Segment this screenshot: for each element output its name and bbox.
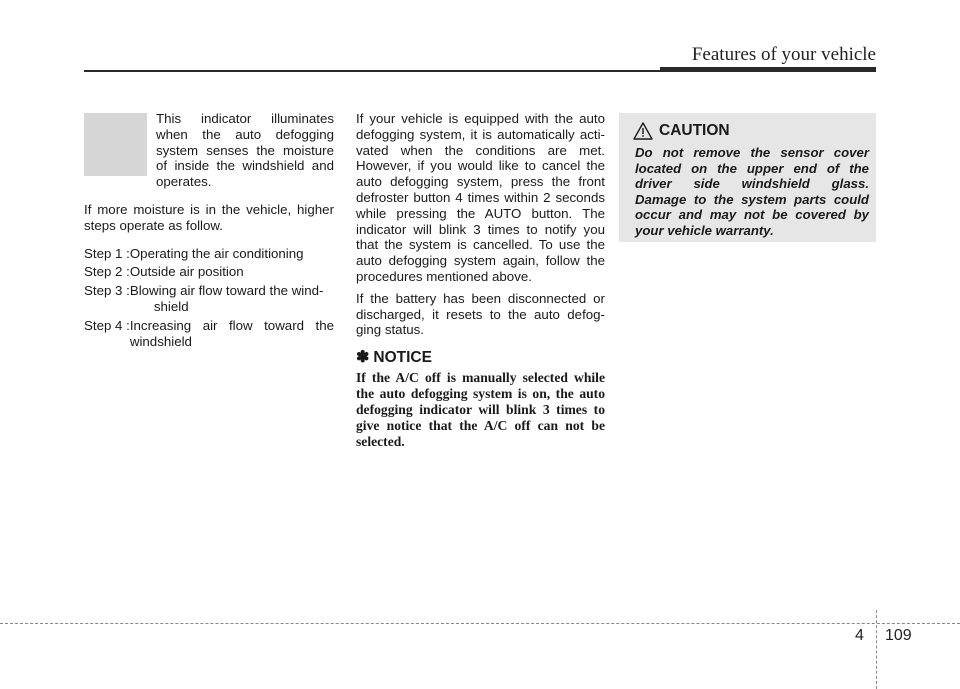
defog-indicator-image	[84, 113, 147, 176]
footer-divider	[876, 610, 877, 689]
step-label: Step 4 :	[84, 317, 130, 333]
step-text: Operating the air conditioning	[129, 245, 304, 261]
step-label: Step 1 :	[84, 245, 130, 261]
notice-title: NOTICE	[373, 349, 432, 367]
steps-intro: If more moisture is in the vehicle, higher steps operate as follow.	[84, 201, 334, 233]
step-text: Blowing air flow toward the wind- shield	[129, 283, 324, 314]
chapter-number: 4	[855, 627, 864, 644]
caution-box	[619, 113, 876, 242]
warning-triangle-icon	[633, 122, 653, 140]
step-item	[84, 246, 334, 262]
step-label: Step 3 :	[84, 283, 130, 299]
middle-column	[356, 111, 605, 456]
step-item	[84, 283, 334, 315]
auto-defog-paragraph: If your vehicle is equipped with the auto defogging system, it is automatically acti-vated when the conditions are met. However, if you would like to cancel the auto defogging system, press the front defroster button 4 times within 2 seconds while pressing the AUTO button. The indicator will blink 3 times to notify you that the system is cancelled. To use the auto defogging system again, follow the procedures mentioned above.	[356, 111, 605, 284]
indicator-description: This indicator illuminates when the auto defogging system senses the moisture of inside the windshield and operates.	[156, 111, 334, 190]
step-label: Step 2 :	[84, 264, 130, 280]
step-text: Outside air position	[129, 264, 244, 280]
page-header-title: Features of your vehicle	[691, 44, 876, 65]
caution-body: Do not remove the sensor cover located on the upper end of the driver side windshield glass. Damage to the system parts could occur and may not be covered by your vehicle warranty.	[635, 145, 869, 238]
notice-body: If the A/C off is manually selected while the auto defogging system is on, the auto defogging indicator will blink 3 times to give notice that the A/C off can not be selected.	[356, 369, 605, 449]
left-column	[84, 111, 334, 352]
step-item	[84, 318, 334, 350]
notice-heading	[356, 350, 605, 366]
step-text: Increasing air flow toward the windshield	[129, 317, 334, 349]
battery-paragraph: If the battery has been disconnected or discharged, it resets to the auto defog-ging status.	[356, 290, 605, 338]
caution-title: CAUTION	[659, 122, 730, 139]
page-number: 109	[885, 627, 912, 644]
header-rule-accent	[660, 67, 876, 72]
footer-rule	[0, 623, 960, 624]
step-item	[84, 264, 334, 280]
asterisk-icon: ✽	[356, 349, 370, 367]
caution-heading	[633, 122, 730, 140]
